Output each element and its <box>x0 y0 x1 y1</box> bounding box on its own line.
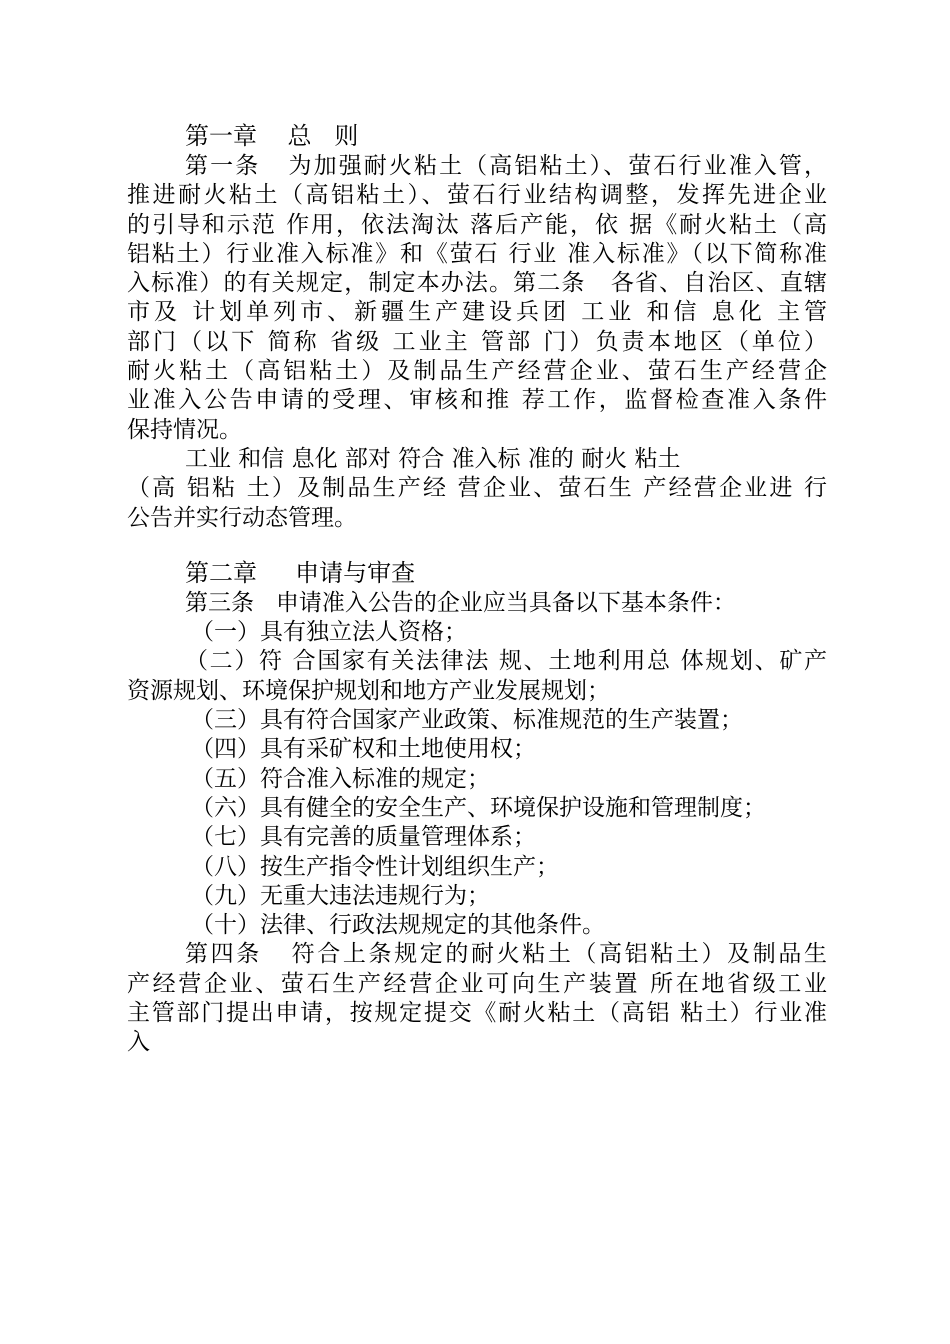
paragraph-line: 推进耐火粘土（高铝粘土）、萤石行业结构调整，发挥先进企业 <box>127 182 827 209</box>
paragraph-line: 入 <box>127 1029 150 1056</box>
paragraph-line: 资源规划、环境保护规划和地方产业发展规划； <box>127 677 610 704</box>
paragraph-line: 第一条 为加强耐火粘土（高铝粘土）、萤石行业准入管， <box>185 153 827 179</box>
list-item: （四）具有采矿权和土地使用权； <box>191 736 536 763</box>
paragraph-line: 第四条 符合上条规定的耐火粘土（高铝粘土）及制品生 <box>185 941 827 968</box>
paragraph-line: 的引导和示范 作用，依法淘汰 落后产能，依 据《耐火粘土（高 <box>127 211 827 238</box>
paragraph-line: 部门（以下 简称 省级 工业主 管部 门）负责本地区（单位） <box>127 328 827 355</box>
list-item: （七）具有完善的质量管理体系； <box>191 824 536 851</box>
list-item: （九）无重大违法违规行为； <box>191 882 490 909</box>
paragraph-line: 铝粘土）行业准入标准》和《萤石 行业 准入标准》（以下简称准 <box>127 240 827 267</box>
paragraph-line: 第三条 申请准入公告的企业应当具备以下基本条件： <box>185 589 736 616</box>
list-item: （二）符 合国家有关法律法 规、土地利用总 体规划、矿产 <box>185 648 827 675</box>
chapter-1-heading: 第一章 总 则 <box>185 122 359 150</box>
paragraph-line: 产经营企业、萤石生产经营企业可向生产装置 所在地省级工业 <box>127 970 827 997</box>
paragraph-line: 主管部门提出申请，按规定提交《耐火粘土（高铝 粘土）行业准 <box>127 1000 827 1027</box>
list-item: （五）符合准入标准的规定； <box>191 765 490 792</box>
list-item: （六）具有健全的安全生产、环境保护设施和管理制度； <box>191 794 766 821</box>
paragraph-line: 市及 计划单列市、新疆生产建设兵团 工业 和信 息化 主管 <box>127 299 827 326</box>
paragraph-line: 保持情况。 <box>127 416 242 443</box>
list-item: （一）具有独立法人资格； <box>191 619 467 646</box>
paragraph-line: 公告并实行动态管理。 <box>127 504 357 531</box>
list-item: （三）具有符合国家产业政策、标准规范的生产装置； <box>191 707 743 734</box>
list-item: （十）法律、行政法规规定的其他条件。 <box>191 912 605 939</box>
paragraph-line: 入标准）的有关规定，制定本办法。第二条 各省、自治区、直辖 <box>127 270 827 297</box>
paragraph-line: 耐火粘土（高铝粘土）及制品生产经营企业、萤石生产经营企 <box>127 358 827 385</box>
section-gap <box>127 533 827 557</box>
list-item: （八）按生产指令性计划组织生产； <box>191 853 559 880</box>
paragraph-line: （高 铝粘 土）及制品生产经 营企业、萤石生 产经营企业进 行 <box>127 475 827 502</box>
document-page <box>127 120 827 1058</box>
paragraph-line: 工业 和信 息化 部对 符合 准入标 准的 耐火 粘土 <box>185 445 681 472</box>
paragraph-line: 业准入公告申请的受理、审核和推 荐工作，监督检查准入条件 <box>127 387 827 414</box>
chapter-2-heading: 第二章 申请与审查 <box>185 558 416 587</box>
